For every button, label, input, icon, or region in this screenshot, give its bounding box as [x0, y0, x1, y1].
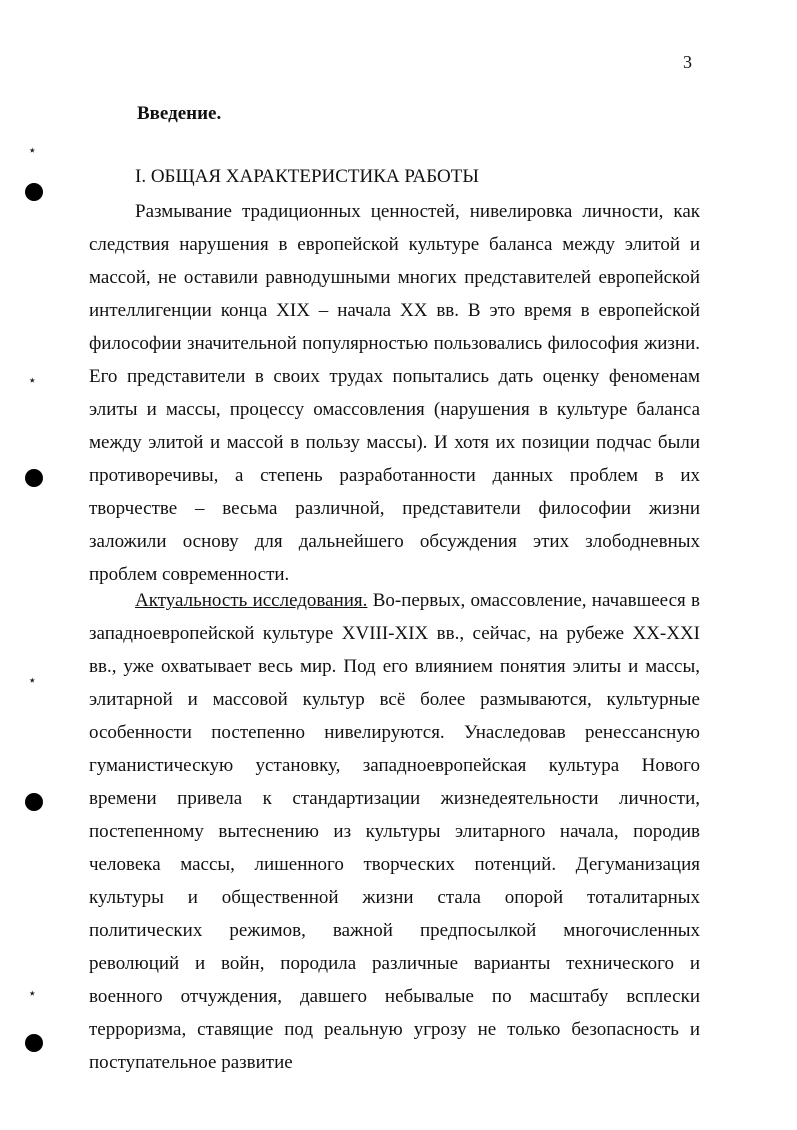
margin-mark-icon: ٭ — [29, 373, 36, 387]
margin-mark-icon: ٭ — [29, 673, 36, 687]
introduction-heading: Введение. — [137, 103, 222, 124]
relevance-text: Во-первых, омассовление, начавшееся в западноевропейской культуре XVIII-XIX вв., сейчас, на рубеже XX-XXI вв., уже охватывает весь мир. Под его влиянием понятия элиты и массы, элитарной и массовой культур всё более размываются, культурные особенности постепенно нивелируются. Унаследовав ренессансную гуманистическую установку, западноевропейская культура Нового времени привела к стандартизации жизнедеятельности личности, постепенному вытеснению из культуры элитарного начала, породив человека массы, лишенного творческих потенций. Дегуманизация культуры и общественной жизни стала опорой тоталитарных политических режимов, важной предпосылкой многочисленных революций и войн, породила различные варианты технического и военного отчуждения, давшего небывалые по масштабу всплески терроризма, ставящие под реальную угрозу не только безопасность и поступательное развитие — [89, 590, 700, 1073]
page-number: 3 — [683, 52, 692, 72]
punch-hole-icon — [25, 793, 43, 811]
section-heading: I. ОБЩАЯ ХАРАКТЕРИСТИКА РАБОТЫ — [135, 166, 479, 187]
margin-mark-icon: ٭ — [29, 143, 36, 157]
paragraph-general: Размывание традиционных ценностей, нивелировка личности, как следствия нарушения в европейской культуре баланса между элитой и массой, не оставили равнодушными многих представителей европейской интеллигенции конца XIX – начала XX вв. В это время в европейской философии значительной популярностью пользовались философия жизни. Его представители в своих трудах попытались дать оценку феноменам элиты и массы, процессу омассовления (нарушения в культуре баланса между элитой и массой в пользу массы). И хотя их позиции подчас были противоречивы, а степень разработанности данных проблем в их творчестве – весьма различной, представители философии жизни заложили основу для дальнейшего обсуждения этих злободневных проблем современности. — [89, 201, 700, 585]
paragraph-relevance — [89, 584, 700, 1079]
margin-mark-icon: ٭ — [29, 986, 36, 1000]
relevance-label: Актуальность исследования. — [135, 590, 368, 611]
punch-hole-icon — [25, 183, 43, 201]
punch-hole-icon — [25, 1034, 43, 1052]
punch-hole-icon — [25, 469, 43, 487]
